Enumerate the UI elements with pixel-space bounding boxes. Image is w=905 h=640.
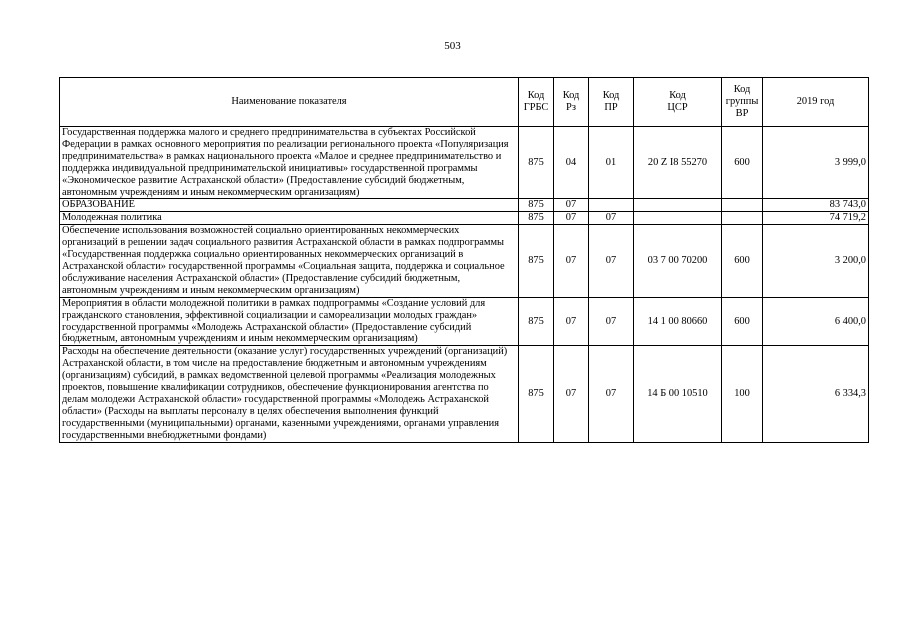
row-pr: 07 — [589, 225, 634, 297]
row-name: Государственная поддержка малого и среднего предпринимательства в субъектах Российской Федерации в рамках основного мероприятия по реализации регионального проекта «Популяризация предпринимательства» в рамках национального проекта «Малое и среднее предпринимательство и поддержка индивидуальной предпринимательской инициативы» государственной программы «Экономическое развитие Астраханской области» (Предоставление субсидий бюджетным, автономным учреждениям и иным некоммерческим организациям) — [60, 127, 519, 199]
row-csr — [634, 212, 722, 225]
row-rz: 07 — [554, 346, 589, 442]
row-pr: 07 — [589, 297, 634, 346]
row-amount: 83 743,0 — [763, 199, 869, 212]
row-rz: 04 — [554, 127, 589, 199]
row-grbs: 875 — [519, 346, 554, 442]
table-row — [60, 225, 869, 297]
row-name: ОБРАЗОВАНИЕ — [60, 199, 519, 212]
table-row — [60, 297, 869, 346]
header-vr: Код группы ВР — [722, 78, 763, 127]
row-pr: 07 — [589, 212, 634, 225]
row-csr: 14 Б 00 10510 — [634, 346, 722, 442]
row-vr: 600 — [722, 297, 763, 346]
row-csr: 20 Z I8 55270 — [634, 127, 722, 199]
row-amount: 3 999,0 — [763, 127, 869, 199]
row-rz: 07 — [554, 225, 589, 297]
row-grbs: 875 — [519, 199, 554, 212]
row-amount: 6 334,3 — [763, 346, 869, 442]
table-row — [60, 127, 869, 199]
row-grbs: 875 — [519, 127, 554, 199]
row-grbs: 875 — [519, 297, 554, 346]
row-amount: 74 719,2 — [763, 212, 869, 225]
table-row — [60, 212, 869, 225]
budget-table — [59, 77, 869, 443]
row-vr — [722, 212, 763, 225]
table-row — [60, 346, 869, 442]
header-csr: Код ЦСР — [634, 78, 722, 127]
row-rz: 07 — [554, 297, 589, 346]
row-amount: 6 400,0 — [763, 297, 869, 346]
row-name: Молодежная политика — [60, 212, 519, 225]
table-header-row — [60, 78, 869, 127]
row-vr: 100 — [722, 346, 763, 442]
row-name: Мероприятия в области молодежной политики в рамках подпрограммы «Создание условий для гражданского становления, эффективной социализации и самореализации молодых граждан» государственной программы «Молодежь Астраханской области» (Предоставление субсидий бюджетным, автономным учреждениям и иным некоммерческим организациям) — [60, 297, 519, 346]
header-name: Наименование показателя — [60, 78, 519, 127]
row-vr — [722, 199, 763, 212]
row-rz: 07 — [554, 212, 589, 225]
page-number: 503 — [444, 40, 461, 52]
table-row — [60, 199, 869, 212]
row-csr — [634, 199, 722, 212]
row-vr: 600 — [722, 225, 763, 297]
row-name: Обеспечение использования возможностей социально ориентированных некоммерческих организаций в решении задач социального развития Астраханской области в рамках подпрограммы «Государственная поддержка социально ориентированных некоммерческих организаций в Астраханской области» государственной программы «Социальная защита, поддержка и социальное обслуживание населения Астраханской области» (Предоставление субсидий бюджетным, автономным учреждениям и иным некоммерческим организациям) — [60, 225, 519, 297]
row-csr: 14 1 00 80660 — [634, 297, 722, 346]
header-rz: Код Рз — [554, 78, 589, 127]
row-vr: 600 — [722, 127, 763, 199]
row-grbs: 875 — [519, 212, 554, 225]
header-grbs: Код ГРБС — [519, 78, 554, 127]
row-name: Расходы на обеспечение деятельности (оказание услуг) государственных учреждений (организаций) Астраханской области, в том числе на предоставление бюджетным и автономным учреждениям (организациям) субсидий, в рамках ведомственной целевой программы «Реализация молодежных проектов, повышение квалификации сотрудников, обеспечение функционирования агентства по делам молодежи Астраханской области» государственной программы «Молодежь Астраханской области» (Расходы на выплаты персоналу в целях обеспечения выполнения функций государственными (муниципальными) органами, казенными учреждениями, органами управления государственными внебюджетными фондами) — [60, 346, 519, 442]
row-pr: 01 — [589, 127, 634, 199]
row-grbs: 875 — [519, 225, 554, 297]
row-csr: 03 7 00 70200 — [634, 225, 722, 297]
header-year: 2019 год — [763, 78, 869, 127]
row-pr — [589, 199, 634, 212]
row-pr: 07 — [589, 346, 634, 442]
row-rz: 07 — [554, 199, 589, 212]
row-amount: 3 200,0 — [763, 225, 869, 297]
header-pr: Код ПР — [589, 78, 634, 127]
